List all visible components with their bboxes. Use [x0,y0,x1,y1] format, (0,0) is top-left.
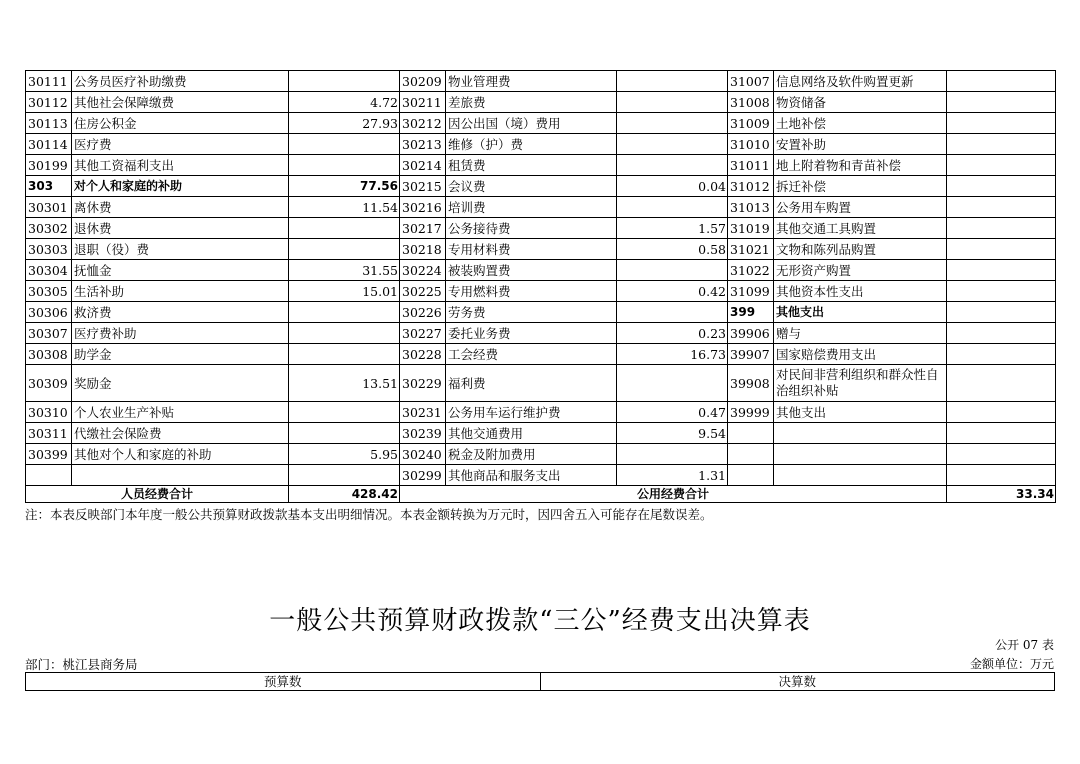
group1-amount-cell [289,402,400,423]
group2-amount-cell [617,92,728,113]
group2-name-cell: 工会经费 [446,344,617,365]
group1-amount-cell: 13.51 [289,365,400,402]
budget-column-header: 预算数 [26,673,541,691]
group1-code-cell: 303 [26,176,72,197]
group3-name-cell: 国家赔偿费用支出 [774,344,947,365]
group1-name-cell: 公务员医疗补助缴费 [72,71,289,92]
group2-amount-cell [617,113,728,134]
public-total-label: 公用经费合计 [400,486,947,503]
group3-name-cell: 信息网络及软件购置更新 [774,71,947,92]
group1-code-cell: 30113 [26,113,72,134]
group3-code-cell: 39906 [728,323,774,344]
group3-code-cell: 31011 [728,155,774,176]
group1-code-cell: 30307 [26,323,72,344]
table-row [26,260,1056,281]
group1-amount-cell: 27.93 [289,113,400,134]
table-row [26,465,1056,486]
group3-code-cell: 31099 [728,281,774,302]
group2-amount-cell: 0.58 [617,239,728,260]
group2-amount-cell: 0.04 [617,176,728,197]
section-title: 一般公共预算财政拨款“三公”经费支出决算表 [269,606,811,636]
group1-amount-cell [289,134,400,155]
group2-code-cell: 30240 [400,444,446,465]
group2-code-cell: 30231 [400,402,446,423]
group2-code-cell: 30299 [400,465,446,486]
table-row [26,176,1056,197]
table-row [26,71,1056,92]
group2-name-cell: 培训费 [446,197,617,218]
group3-amount-cell [947,281,1056,302]
group3-amount-cell [947,365,1056,402]
group1-name-cell: 生活补助 [72,281,289,302]
group1-amount-cell [289,423,400,444]
amount-unit-label: 金额单位：万元 [969,657,1054,671]
group2-amount-cell: 0.42 [617,281,728,302]
group2-amount-cell: 0.23 [617,323,728,344]
group3-amount-cell [947,155,1056,176]
group2-name-cell: 福利费 [446,365,617,402]
group2-name-cell: 因公出国（境）费用 [446,113,617,134]
table-row [26,302,1056,323]
group1-code-cell: 30306 [26,302,72,323]
table-row [26,197,1056,218]
group3-name-cell: 安置补助 [774,134,947,155]
group1-amount-cell [289,71,400,92]
group1-amount-cell: 31.55 [289,260,400,281]
group3-name-cell: 其他交通工具购置 [774,218,947,239]
group2-name-cell: 差旅费 [446,92,617,113]
group1-name-cell: 抚恤金 [72,260,289,281]
group3-name-cell: 无形资产购置 [774,260,947,281]
group2-code-cell: 30212 [400,113,446,134]
group3-code-cell: 31008 [728,92,774,113]
table-row [26,134,1056,155]
group3-name-cell: 物资储备 [774,92,947,113]
group1-amount-cell [289,323,400,344]
group1-amount-cell: 4.72 [289,92,400,113]
group2-code-cell: 30214 [400,155,446,176]
group2-code-cell: 30215 [400,176,446,197]
table-number: 公开 07 表 [995,638,1054,652]
group2-name-cell: 税金及附加费用 [446,444,617,465]
group1-name-cell: 对个人和家庭的补助 [72,176,289,197]
group2-name-cell: 劳务费 [446,302,617,323]
group2-name-cell: 会议费 [446,176,617,197]
group1-name-cell: 个人农业生产补贴 [72,402,289,423]
group3-code-cell: 39908 [728,365,774,402]
group1-amount-cell [289,344,400,365]
group1-code-cell: 30199 [26,155,72,176]
group3-code-cell: 31007 [728,71,774,92]
group1-code-cell: 30399 [26,444,72,465]
group3-code-cell: 31013 [728,197,774,218]
group2-name-cell: 租赁费 [446,155,617,176]
group3-code-cell [728,444,774,465]
group1-name-cell: 其他工资福利支出 [72,155,289,176]
group2-amount-cell [617,302,728,323]
group1-code-cell: 30114 [26,134,72,155]
table-row [26,323,1056,344]
table-row [26,113,1056,134]
group3-name-cell: 拆迁补偿 [774,176,947,197]
table-row [26,423,1056,444]
group3-code-cell [728,423,774,444]
group2-code-cell: 30228 [400,344,446,365]
group2-name-cell: 专用燃料费 [446,281,617,302]
group3-name-cell [774,444,947,465]
group3-amount-cell [947,134,1056,155]
group3-code-cell: 31012 [728,176,774,197]
group3-code-cell: 31019 [728,218,774,239]
group1-amount-cell: 77.56 [289,176,400,197]
group2-amount-cell [617,155,728,176]
group2-amount-cell [617,260,728,281]
group1-code-cell: 30310 [26,402,72,423]
group1-code-cell: 30308 [26,344,72,365]
group1-name-cell: 代缴社会保险费 [72,423,289,444]
group1-amount-cell [289,302,400,323]
group3-name-cell: 对民间非营利组织和群众性自治组织补贴 [774,365,947,402]
group3-name-cell: 赠与 [774,323,947,344]
group2-amount-cell: 1.31 [617,465,728,486]
group1-name-cell: 其他对个人和家庭的补助 [72,444,289,465]
three-public-expense-table [25,672,1055,691]
group2-code-cell: 30224 [400,260,446,281]
group1-code-cell: 30305 [26,281,72,302]
group2-name-cell: 委托业务费 [446,323,617,344]
group2-amount-cell [617,134,728,155]
group3-code-cell [728,465,774,486]
group3-name-cell: 文物和陈列品购置 [774,239,947,260]
group3-name-cell [774,423,947,444]
group2-code-cell: 30213 [400,134,446,155]
group3-amount-cell [947,92,1056,113]
group2-amount-cell [617,71,728,92]
group3-code-cell: 39907 [728,344,774,365]
group2-amount-cell: 16.73 [617,344,728,365]
table-row [26,344,1056,365]
table-row [26,281,1056,302]
group3-amount-cell [947,344,1056,365]
group1-code-cell: 30302 [26,218,72,239]
personnel-total-label: 人员经费合计 [26,486,289,503]
table-row [26,218,1056,239]
group2-amount-cell: 9.54 [617,423,728,444]
group3-name-cell: 其他支出 [774,402,947,423]
group3-amount-cell [947,465,1056,486]
totals-row [26,486,1056,503]
group2-name-cell: 被装购置费 [446,260,617,281]
group3-amount-cell [947,444,1056,465]
table-note: 注：本表反映部门本年度一般公共预算财政拨款基本支出明细情况。本表金额转换为万元时，因四舍五入可能存在尾数误差。 [25,507,713,522]
group2-amount-cell: 0.47 [617,402,728,423]
group3-amount-cell [947,113,1056,134]
header-row [26,673,1055,691]
group3-amount-cell [947,402,1056,423]
group3-amount-cell [947,260,1056,281]
group1-name-cell: 医疗费补助 [72,323,289,344]
group2-amount-cell [617,444,728,465]
group2-name-cell: 维修（护）费 [446,134,617,155]
table-row [26,402,1056,423]
group3-name-cell: 公务用车购置 [774,197,947,218]
group1-code-cell: 30301 [26,197,72,218]
group1-name-cell: 奖励金 [72,365,289,402]
group1-code-cell: 30111 [26,71,72,92]
group2-amount-cell [617,197,728,218]
group1-name-cell: 住房公积金 [72,113,289,134]
department-label: 部门：桃江县商务局 [25,657,138,672]
group3-name-cell [774,465,947,486]
group3-code-cell: 31022 [728,260,774,281]
group2-code-cell: 30217 [400,218,446,239]
group2-name-cell: 其他交通费用 [446,423,617,444]
group3-amount-cell [947,239,1056,260]
expenditure-detail-body [26,71,1056,486]
personnel-total-value: 428.42 [289,486,400,503]
table-row [26,365,1056,402]
group2-code-cell: 30209 [400,71,446,92]
table-row [26,444,1056,465]
group1-name-cell: 退职（役）费 [72,239,289,260]
group1-name-cell: 退休费 [72,218,289,239]
final-column-header: 决算数 [540,673,1055,691]
group3-code-cell: 31009 [728,113,774,134]
group1-amount-cell [289,465,400,486]
group1-code-cell: 30311 [26,423,72,444]
group2-code-cell: 30239 [400,423,446,444]
group2-name-cell: 其他商品和服务支出 [446,465,617,486]
group1-code-cell [26,465,72,486]
group1-code-cell: 30309 [26,365,72,402]
group2-code-cell: 30226 [400,302,446,323]
group3-name-cell: 土地补偿 [774,113,947,134]
group3-amount-cell [947,218,1056,239]
group1-name-cell [72,465,289,486]
group3-amount-cell [947,323,1056,344]
group1-name-cell: 医疗费 [72,134,289,155]
group3-code-cell: 31010 [728,134,774,155]
group2-amount-cell [617,365,728,402]
table-row [26,92,1056,113]
group1-code-cell: 30303 [26,239,72,260]
group2-code-cell: 30211 [400,92,446,113]
group3-code-cell: 39999 [728,402,774,423]
group1-amount-cell [289,239,400,260]
group2-code-cell: 30216 [400,197,446,218]
expenditure-detail-table [25,70,1056,503]
group3-amount-cell [947,71,1056,92]
table-row [26,239,1056,260]
group2-name-cell: 物业管理费 [446,71,617,92]
group2-amount-cell: 1.57 [617,218,728,239]
group1-amount-cell [289,155,400,176]
group1-name-cell: 救济费 [72,302,289,323]
group1-name-cell: 助学金 [72,344,289,365]
group2-name-cell: 公务接待费 [446,218,617,239]
group1-amount-cell: 11.54 [289,197,400,218]
table-row [26,155,1056,176]
group2-name-cell: 专用材料费 [446,239,617,260]
group3-name-cell: 地上附着物和青苗补偿 [774,155,947,176]
public-total-value: 33.34 [947,486,1056,503]
group3-amount-cell [947,197,1056,218]
group2-name-cell: 公务用车运行维护费 [446,402,617,423]
group1-code-cell: 30112 [26,92,72,113]
group2-code-cell: 30218 [400,239,446,260]
group2-code-cell: 30229 [400,365,446,402]
group1-code-cell: 30304 [26,260,72,281]
group2-code-cell: 30227 [400,323,446,344]
group1-name-cell: 其他社会保障缴费 [72,92,289,113]
group3-amount-cell [947,176,1056,197]
group3-code-cell: 31021 [728,239,774,260]
group3-amount-cell [947,423,1056,444]
group2-code-cell: 30225 [400,281,446,302]
group1-amount-cell: 5.95 [289,444,400,465]
group3-name-cell: 其他支出 [774,302,947,323]
group3-amount-cell [947,302,1056,323]
group1-amount-cell: 15.01 [289,281,400,302]
group3-name-cell: 其他资本性支出 [774,281,947,302]
group3-code-cell: 399 [728,302,774,323]
group1-amount-cell [289,218,400,239]
group1-name-cell: 离休费 [72,197,289,218]
